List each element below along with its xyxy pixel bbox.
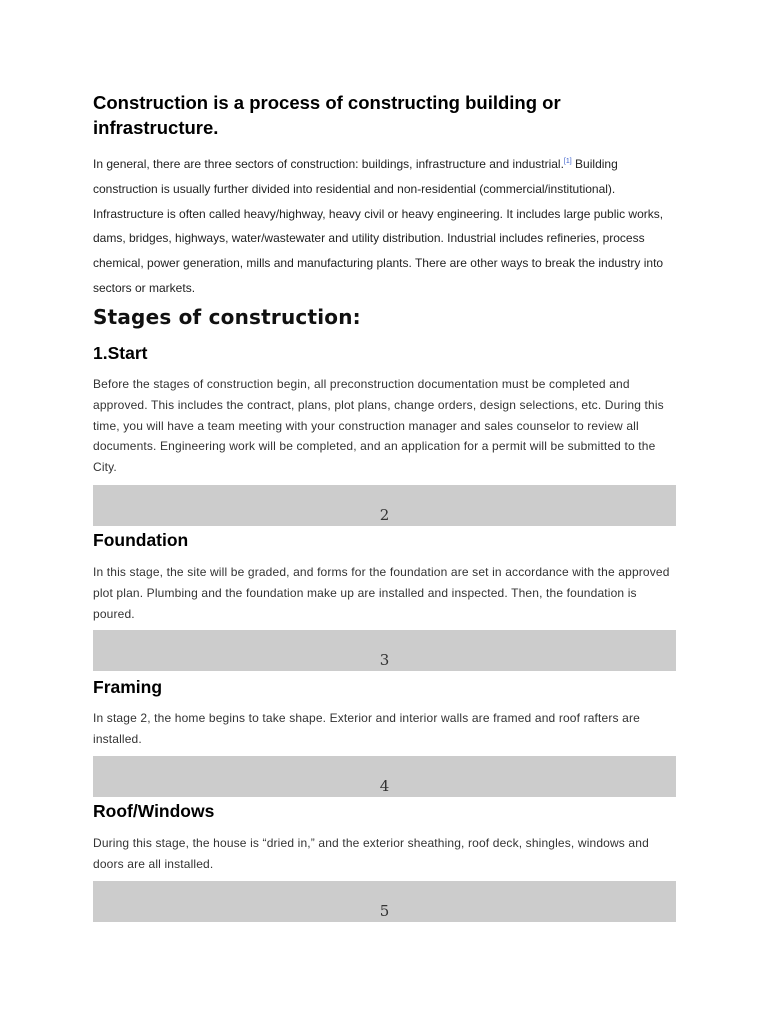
stage-text-foundation: In this stage, the site will be graded, and forms for the foundation are set in accordance with the approved plot plan. Plumbing and the foundation make up are installed and inspected. Then, the foundation is poured. (93, 565, 670, 621)
page-number: 2 (379, 506, 390, 524)
page-break-band (93, 756, 676, 797)
page-number: 5 (379, 902, 390, 920)
stage-heading-roof-windows: Roof/Windows (93, 801, 215, 821)
stage-text-start: Before the stages of construction begin, all preconstruction documentation must be completed and approved. This includes the contract, plans, plot plans, change orders, design selections, etc. During this time, you will have a team meeting with your construction manager and sales counselor to review all documents. Engineering work will be completed, and an application for a permit will be submitted to the City. (93, 377, 664, 475)
intro-paragraph (93, 152, 676, 301)
page-number: 4 (379, 777, 390, 795)
page-break-band (93, 485, 676, 526)
page-break-band (93, 630, 676, 671)
stage-text-framing: In stage 2, the home begins to take shape. Exterior and interior walls are framed and roof rafters are installed. (93, 711, 640, 746)
intro-text-part2: Building construction is usually further divided into residential and non-residential (commercial/institutional). Infrastructure is often called heavy/highway, heavy civil or heavy engineering. It includes large public works, dams, bridges, highways, water/wastewater and utility distribution. Industrial includes refineries, process chemical, power generation, mills and manufacturing plants. There are other ways to break the industry into sectors or markets. (93, 157, 664, 295)
stages-heading: Stages of construction: (93, 305, 361, 329)
intro-text-part1: In general, there are three sectors of construction: buildings, infrastructure and industrial. (93, 157, 564, 171)
stage-heading-framing: Framing (93, 677, 163, 697)
stage-heading-start: 1.Start (93, 343, 148, 363)
page-break-band (93, 881, 676, 922)
citation-link[interactable]: [1] (563, 158, 572, 165)
document-title: Construction is a process of constructing building or infrastructure. (93, 92, 561, 138)
page-number: 3 (379, 651, 390, 669)
stage-heading-foundation: Foundation (93, 530, 189, 550)
stage-text-roof-windows: During this stage, the house is “dried in,” and the exterior sheathing, roof deck, shingles, windows and doors are all installed. (93, 836, 649, 871)
